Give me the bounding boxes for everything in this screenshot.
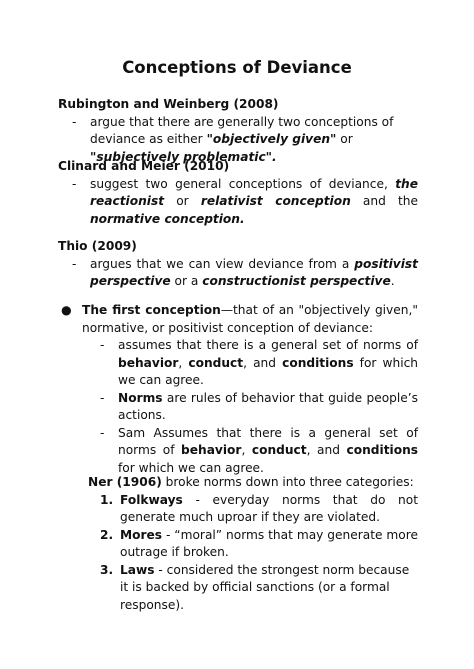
page-title: Conceptions of Deviance	[122, 58, 352, 77]
first-conception-section	[58, 302, 418, 477]
emphasis-text: "objectively given"	[206, 132, 337, 146]
text-run: assumes that there is a general set of norms of	[118, 338, 418, 352]
emphasis-text: positivist perspective	[90, 256, 418, 288]
text-run: for which we can agree.	[118, 460, 264, 475]
section-heading: Rubington and Weinberg (2008)	[58, 97, 279, 111]
ner-section	[88, 474, 418, 614]
paragraph	[82, 302, 418, 337]
dash-marker: -	[72, 114, 77, 129]
text-run: or a	[170, 274, 203, 288]
bold-text: Laws	[120, 562, 155, 577]
bold-text: The first conception	[82, 303, 221, 317]
dash-list-item	[72, 176, 418, 229]
text-run: ,	[178, 355, 189, 370]
bold-text: Norms	[118, 390, 163, 405]
bold-text: Ner (1906)	[88, 475, 162, 489]
sub-list	[100, 337, 418, 477]
text-run: , and	[306, 443, 347, 457]
text-run: —that of an "objectively given," normative, or positivist conception of deviance:	[82, 303, 418, 335]
dash-list-item	[100, 425, 418, 478]
text-run: ,	[241, 443, 252, 457]
emphasis-text: constructionist perspective	[202, 274, 391, 288]
paragraph	[120, 562, 418, 615]
list-number: 2.	[100, 527, 114, 542]
dash-list-item	[100, 337, 418, 390]
text-run: or	[336, 132, 353, 146]
bold-text: conditions	[282, 355, 354, 370]
emphasis-text: the reactionist	[90, 176, 418, 208]
bold-text: conduct	[251, 443, 307, 457]
dash-list-item	[72, 256, 418, 291]
bold-text: behavior	[118, 355, 179, 370]
section-thio	[58, 238, 418, 291]
numbered-list-item	[100, 562, 418, 615]
text-run: are rules of behavior that guide people’s actions.	[118, 390, 418, 422]
dash-marker: -	[100, 425, 105, 440]
section-clinard-meier	[58, 158, 418, 228]
bold-text: conditions	[346, 443, 418, 457]
text-run: - considered the strongest norm because it is backed by official sanctions (or a formal response).	[120, 562, 410, 612]
emphasis-text: relativist conception	[200, 194, 351, 208]
list-number: 1.	[100, 492, 114, 507]
bullet-list-item	[58, 302, 418, 337]
section-rubington-weinberg	[58, 96, 418, 166]
dash-marker: -	[72, 256, 77, 271]
paragraph	[118, 390, 418, 425]
paragraph	[90, 176, 418, 229]
text-run: argues that we can view deviance from a	[90, 256, 355, 271]
emphasis-text: "subjectively problematic".	[90, 149, 277, 164]
text-run: - “moral” norms that may generate more outrage if broken.	[120, 527, 418, 559]
text-run: Sam Assumes that there is a general set of norms of	[118, 425, 418, 457]
text-run: or	[164, 194, 201, 208]
text-run: suggest two general conceptions of deviance,	[90, 176, 396, 191]
emphasis-text: normative conception.	[90, 211, 245, 226]
text-run: and the	[350, 194, 418, 208]
text-run: broke norms down into three categories:	[161, 475, 414, 489]
dash-marker: -	[72, 176, 77, 191]
dash-list-item	[100, 390, 418, 425]
text-run: - everyday norms that do not generate much uproar if they are violated.	[120, 492, 418, 524]
dash-marker: -	[100, 390, 105, 405]
paragraph	[118, 337, 418, 390]
bold-text: conduct	[188, 355, 244, 370]
list-number: 3.	[100, 562, 114, 577]
text-run: argue that there are generally two conceptions of deviance as either	[90, 114, 394, 146]
section-heading: Thio (2009)	[58, 239, 137, 253]
paragraph	[120, 492, 418, 527]
text-run: , and	[243, 355, 283, 370]
text-run: for which we can agree.	[118, 355, 419, 387]
numbered-list-item	[100, 527, 418, 562]
section-heading: Clinard and Meier (2010)	[58, 159, 230, 173]
paragraph	[90, 256, 418, 291]
text-run: .	[390, 274, 395, 288]
bullet-marker: ●	[61, 303, 72, 317]
bold-text: Mores	[120, 527, 163, 542]
numbered-list-item	[100, 492, 418, 527]
paragraph	[118, 425, 418, 478]
bold-text: Folkways	[120, 492, 183, 507]
bold-text: behavior	[181, 443, 242, 457]
dash-marker: -	[100, 338, 105, 352]
paragraph	[120, 527, 418, 562]
numbered-list	[100, 492, 418, 615]
paragraph	[88, 474, 418, 492]
